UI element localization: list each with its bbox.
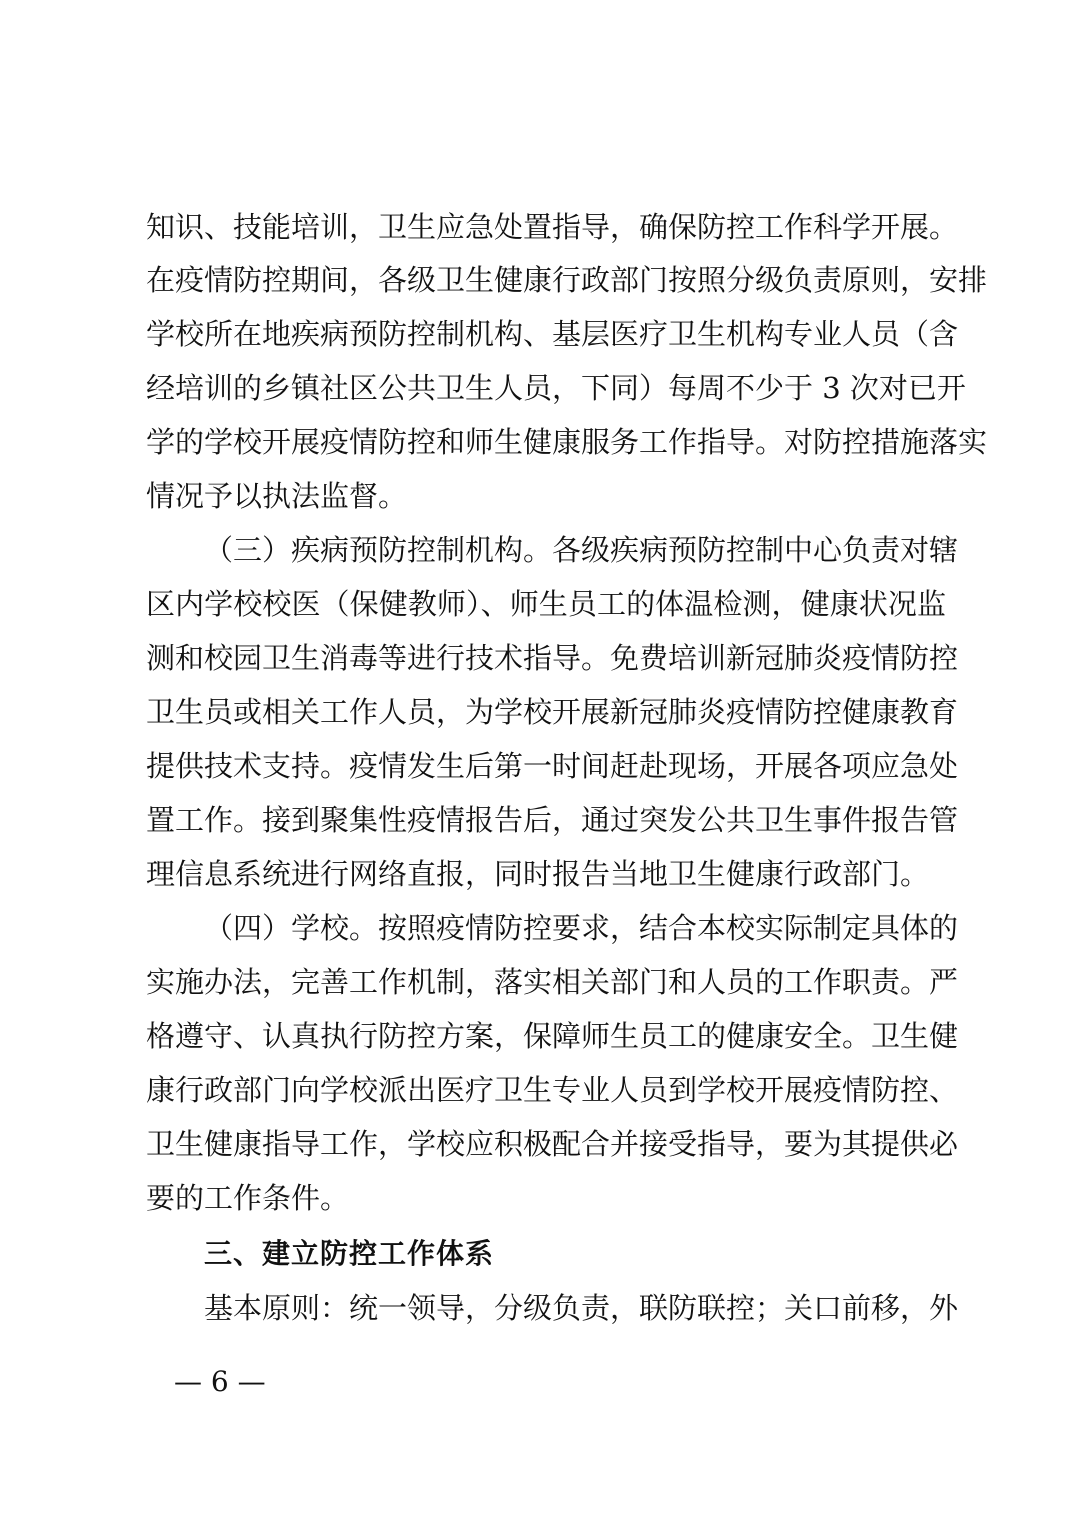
- text-line: 学校所在地疾病预防控制机构、基层医疗卫生机构专业人员（含: [146, 317, 959, 351]
- text-line: 学的学校开展疫情防控和师生健康服务工作指导。对防控措施落实: [146, 425, 988, 459]
- text-line: 提供技术支持。疫情发生后第一时间赶赴现场，开展各项应急处: [146, 749, 959, 783]
- text-line: 在疫情防控期间，各级卫生健康行政部门按照分级负责原则，安排: [146, 263, 988, 297]
- text-line: 区内学校校医（保健教师）、师生员工的体温检测，健康状况监: [146, 587, 946, 621]
- text-line: 卫生员或相关工作人员，为学校开展新冠肺炎疫情防控健康教育: [146, 695, 959, 729]
- paragraph-start-line: （四）学校。按照疫情防控要求，结合本校实际制定具体的: [204, 911, 959, 945]
- paragraph-start-line: 基本原则：统一领导，分级负责，联防联控；关口前移，外: [204, 1291, 959, 1325]
- text-line: 要的工作条件。: [146, 1181, 350, 1215]
- text-line: 格遵守、认真执行防控方案，保障师生员工的健康安全。卫生健: [146, 1019, 959, 1053]
- section-heading: 三、建立防控工作体系: [204, 1237, 495, 1270]
- page-number: — 6 —: [174, 1365, 266, 1398]
- text-line: 情况予以执法监督。: [146, 479, 408, 513]
- text-line: 知识、技能培训，卫生应急处置指导，确保防控工作科学开展。: [146, 210, 959, 244]
- text-line: 卫生健康指导工作，学校应积极配合并接受指导，要为其提供必: [146, 1127, 959, 1161]
- text-line: 测和校园卫生消毒等进行技术指导。免费培训新冠肺炎疫情防控: [146, 641, 959, 675]
- text-line: 经培训的乡镇社区公共卫生人员，下同）每周不少于 3 次对已开: [146, 371, 966, 405]
- paragraph-start-line: （三）疾病预防控制机构。各级疾病预防控制中心负责对辖: [204, 533, 959, 567]
- text-line: 置工作。接到聚集性疫情报告后，通过突发公共卫生事件报告管: [146, 803, 959, 837]
- text-line: 实施办法，完善工作机制，落实相关部门和人员的工作职责。严: [146, 965, 959, 999]
- text-line: 理信息系统进行网络直报，同时报告当地卫生健康行政部门。: [146, 857, 930, 891]
- text-line: 康行政部门向学校派出医疗卫生专业人员到学校开展疫情防控、: [146, 1073, 959, 1107]
